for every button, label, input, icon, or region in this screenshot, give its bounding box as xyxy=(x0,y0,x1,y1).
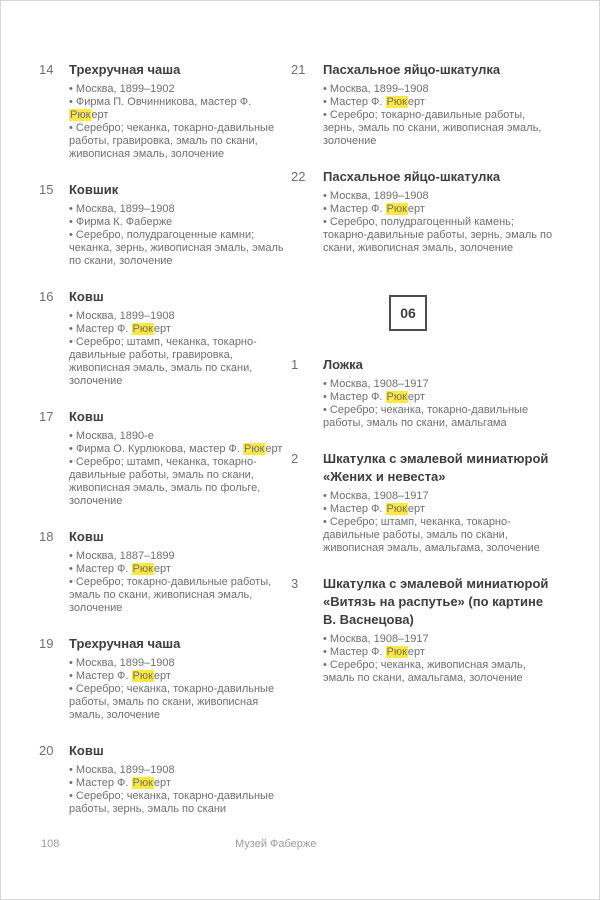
entry-detail: • Серебро; токарно-давильные работы, эмаль по скани, живописная эмаль, золочение xyxy=(69,576,272,614)
catalog-entry xyxy=(291,356,553,430)
entry-detail: • Серебро; чеканка, токарно-давильные работы, гравировка, эмаль по скани, живописная эмаль, золочение xyxy=(69,122,275,160)
entry-detail: • Мастер Ф. Рюкерт xyxy=(323,96,425,108)
entry-number: 20 xyxy=(39,743,54,758)
entry-detail: • Фирма К. Фаберже xyxy=(69,216,173,228)
catalog-entry xyxy=(39,635,285,722)
entry-number: 1 xyxy=(291,357,299,372)
entry-body xyxy=(323,450,553,555)
search-highlight: Рюк xyxy=(386,503,407,515)
entry-title: Шкатулка с эмалевой миниатюрой «Жених и невеста» xyxy=(323,451,549,484)
search-highlight: Рюк xyxy=(386,203,407,215)
entry-title: Трехручная чаша xyxy=(69,62,181,77)
catalog-entry xyxy=(39,61,285,161)
entry-number: 16 xyxy=(39,289,54,304)
entry-body xyxy=(69,635,285,722)
entry-number: 19 xyxy=(39,636,54,651)
entry-detail: • Москва, 1899–1908 xyxy=(69,203,175,215)
catalog-column-right xyxy=(291,61,553,705)
entry-detail: • Серебро, полудрагоценный камень; токарно-давильные работы, зернь, эмаль по скани, живописная эмаль, золочение xyxy=(323,216,553,254)
entry-detail: • Мастер Ф. Рюкерт xyxy=(69,563,171,575)
entry-detail: • Серебро; чеканка, токарно-давильные работы, эмаль по скани, амальгама xyxy=(323,404,529,429)
entry-title: Ковш xyxy=(69,529,104,544)
entry-detail: • Москва, 1908–1917 xyxy=(323,633,429,645)
entry-body xyxy=(69,742,285,816)
running-title: Музей Фаберже xyxy=(235,838,317,850)
entry-number: 17 xyxy=(39,409,54,424)
entry-body xyxy=(69,528,285,615)
entry-title: Шкатулка с эмалевой миниатюрой «Витязь на распутье» (по картине В. Васнецова) xyxy=(323,576,549,627)
entry-number: 2 xyxy=(291,451,299,466)
entry-number: 3 xyxy=(291,576,299,591)
entry-title: Пасхальное яйцо-шкатулка xyxy=(323,62,501,77)
entry-detail: • Серебро; чеканка, токарно-давильные работы, эмаль по скани, живописная эмаль, золочение xyxy=(69,683,275,721)
page-number: 108 xyxy=(41,838,60,850)
search-highlight: Рюк xyxy=(244,443,265,455)
entry-title: Пасхальное яйцо-шкатулка xyxy=(323,169,501,184)
catalog-entry xyxy=(39,742,285,816)
entry-body xyxy=(69,181,285,268)
entry-body xyxy=(69,61,285,161)
search-highlight: Рюк xyxy=(132,670,153,682)
entry-title: Ковшик xyxy=(69,182,119,197)
entry-number: 21 xyxy=(291,62,306,77)
catalog-entry xyxy=(291,575,553,685)
entry-number: 15 xyxy=(39,182,54,197)
entry-detail: • Фирма О. Курлюкова, мастер Ф. Рюкерт xyxy=(69,443,283,455)
entry-body xyxy=(69,408,285,508)
entry-body xyxy=(323,575,553,685)
entry-detail: • Мастер Ф. Рюкерт xyxy=(323,203,425,215)
entry-detail: • Москва, 1899–1908 xyxy=(69,310,175,322)
entry-detail: • Москва, 1887–1899 xyxy=(69,550,175,562)
catalog-entry xyxy=(39,528,285,615)
entry-detail: • Москва, 1899–1908 xyxy=(323,190,429,202)
entry-detail: • Москва, 1899–1902 xyxy=(69,83,175,95)
entry-detail: • Мастер Ф. Рюкерт xyxy=(69,323,171,335)
entry-detail: • Москва, 1899–1908 xyxy=(69,764,175,776)
entry-detail: • Серебро; чеканка, живописная эмаль, эмаль по скани, амальгама, золочение xyxy=(323,659,526,684)
entry-body xyxy=(69,288,285,388)
catalog-entry xyxy=(39,408,285,508)
catalog-entry xyxy=(39,288,285,388)
entry-detail: • Москва, 1899–1908 xyxy=(323,83,429,95)
entry-body xyxy=(323,168,553,255)
catalog-entry xyxy=(39,181,285,268)
entry-detail: • Москва, 1908–1917 xyxy=(323,490,429,502)
entry-detail: • Серебро; чеканка, токарно-давильные работы, зернь, эмаль по скани xyxy=(69,790,275,815)
search-highlight: Рюк xyxy=(132,323,153,335)
entry-title: Ковш xyxy=(69,743,104,758)
entry-title: Ковш xyxy=(69,409,104,424)
entry-body xyxy=(323,356,553,430)
entry-title: Трехручная чаша xyxy=(69,636,181,651)
search-highlight: Рюк xyxy=(386,646,407,658)
entry-detail: • Мастер Ф. Рюкерт xyxy=(323,646,425,658)
entry-number: 22 xyxy=(291,169,306,184)
entry-detail: • Серебро; токарно-давильные работы, зернь, эмаль по скани, живописная эмаль, золочение xyxy=(323,109,542,147)
catalog-column-left xyxy=(39,61,285,836)
search-highlight: Рюк xyxy=(132,563,153,575)
catalog-entry xyxy=(291,168,553,255)
section-number-box: 06 xyxy=(389,295,427,331)
search-highlight: Рюк xyxy=(386,96,407,108)
entry-detail: • Москва, 1890-е xyxy=(69,430,154,442)
entry-detail: • Москва, 1908–1917 xyxy=(323,378,429,390)
section-divider xyxy=(389,295,553,331)
entry-title: Ложка xyxy=(323,357,363,372)
entry-detail: • Серебро, полудрагоценные камни; чеканка, зернь, живописная эмаль, эмаль по скани, золочение xyxy=(69,229,284,267)
catalog-entry xyxy=(291,450,553,555)
entry-title: Ковш xyxy=(69,289,104,304)
entry-body xyxy=(323,61,553,148)
entry-detail: • Мастер Ф. Рюкерт xyxy=(69,670,171,682)
entry-detail: • Мастер Ф. Рюкерт xyxy=(323,391,425,403)
entry-detail: • Серебро; штамп, чеканка, токарно-давильные работы, гравировка, живописная эмаль, эмаль по скани, золочение xyxy=(69,336,257,387)
entry-number: 18 xyxy=(39,529,54,544)
search-highlight: Рюк xyxy=(70,109,91,121)
entry-detail: • Серебро; штамп, чеканка, токарно-давильные работы, эмаль по скани, живописная эмаль, амальгама, золочение xyxy=(323,516,540,554)
entry-number: 14 xyxy=(39,62,54,77)
entry-detail: • Серебро; штамп, чеканка, токарно-давильные работы, эмаль по скани, живописная эмаль, эмаль по фольге, золочение xyxy=(69,456,261,507)
catalog-entry xyxy=(291,61,553,148)
page-footer xyxy=(1,838,599,854)
search-highlight: Рюк xyxy=(132,777,153,789)
entry-detail: • Фирма П. Овчинникова, мастер Ф. Рюкерт xyxy=(69,96,252,121)
entry-detail: • Мастер Ф. Рюкерт xyxy=(69,777,171,789)
entry-detail: • Москва, 1899–1908 xyxy=(69,657,175,669)
search-highlight: Рюк xyxy=(386,391,407,403)
entry-detail: • Мастер Ф. Рюкерт xyxy=(323,503,425,515)
